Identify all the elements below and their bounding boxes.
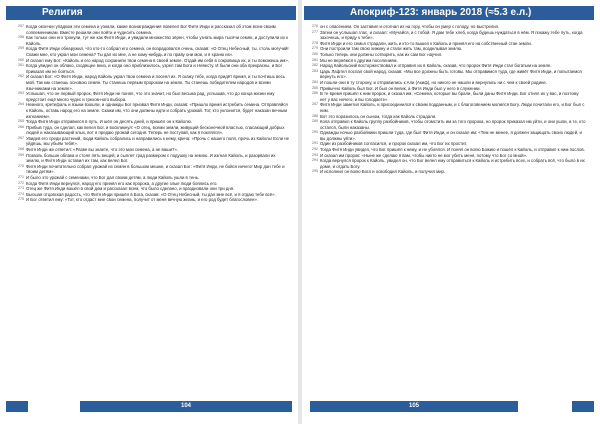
left-page (0, 0, 298, 424)
verse-paragraph (18, 164, 290, 175)
verse-text: Они построили там свою хижину и стали жить там, возделывая землю. (320, 46, 463, 52)
verse-text: Затем он услышал глас, и сказал: «Мучайся, и с тобой. Я дам тебе хлеб, когда будешь нуждаться в нём. Я покажу тебе путь, когда захочешь, и приду к тебе». (320, 29, 583, 41)
verse-text: Прибыв туда, он сделал, как велел Бог, и воскликнул: «О отец, всеми земли, живущий бесконечной властью, спасающий добрых людей и наказывающий злых, вот я предаю урожай сегодня. Теперь не поступай, как я поклялся». (26, 124, 285, 136)
verse-text: Когда вернулся пророк к Кайоль, увидел он, что Бог велел ему отправиться к Кайоль и истребить всех, и собрать всё, что было в их доме, и отдать Богу. (320, 158, 585, 169)
verse-number: 291 (312, 141, 318, 146)
verse-number: 261 (18, 63, 24, 68)
verse-text: Царь Лафтел послал свой народ, сказав: «Мы все должны быть готовы. Мы отправимся туда, где живёт Фитя Инди, и попытаемся вернуть его». (320, 68, 582, 80)
verse-number: 265 (18, 119, 24, 124)
verse-text: И пошли они в ту сторону, и отправились к Али (Акиф), но никого не нашли и вернулись ни с чем к своей родине. (320, 79, 547, 85)
verse-paragraph (312, 158, 586, 169)
verse-paragraph (18, 102, 290, 119)
verse-number: 272 (18, 180, 24, 185)
verse-paragraph (312, 169, 586, 175)
verse-number: 266 (18, 124, 24, 129)
verse-paragraph (312, 102, 586, 113)
right-page (302, 0, 600, 424)
verse-paragraph (18, 74, 290, 91)
verse-text: Мы не вернёмся к другим поселениям. (320, 57, 398, 63)
verse-number: 262 (18, 74, 24, 79)
verse-paragraph (18, 125, 290, 136)
verse-text: Услышал, что он первый пророк, Фитя Инди не понял, что это значит, но был весьма рад, услышав, что до конца жизни ему предстоит ещё много чудес и грехов-ного выбора. (26, 91, 275, 102)
verse-number: 292 (312, 147, 318, 152)
verse-number: 280 (312, 51, 318, 56)
verse-paragraph (18, 63, 290, 74)
verse-text: Вот это поразилось он сыном, тогда как Кайоль страдали. (320, 113, 437, 119)
verse-text: И сказал Бог: «О Фитя Инди, народ Кайоль украл твои семена и посеял их. Я скажу тебе, когда придёт время, и ты почтишь весь мой. Так как станешь основою семян. Ты станешь первым пророком на земле. Ты станешь победителем народов и всеми язычниками на земле». (26, 74, 286, 91)
verse-text: Народ Кайольский восторжествовал и отправил их в Кайоль, сказав, что пророк Фитя Инди стал богатым на земле. (320, 63, 552, 69)
verse-number: 295 (312, 169, 318, 174)
verse-number: 290 (312, 130, 318, 135)
verse-text: Кола отправил к Кайоль группу разбойников, чтобы отомстить им за того пророка, но пророк приказал им уйти, и они ушли, а те, кто остался, были наказаны. (320, 119, 586, 130)
verse-number: 258 (18, 35, 24, 40)
verse-paragraph (18, 197, 290, 203)
verse-text: В те время пришёл к ним пророк, и сказал им: «Семена, которые вы брали, были даны Фитя Инди. Бог отнял их у вас, и поэтому нет у вас ничего, и вы голодаете». (320, 91, 579, 102)
verse-text: И сказал им пророк: «Ныне же сделаю я вам, чтобы никто не мог убить меня, потому что Бог со мной». (320, 152, 528, 158)
verse-number: 270 (18, 163, 24, 168)
verse-text: Позволь больше облака и стоял пять вещей, и сыплет град размером с подушку на землю. И изгнал Кайоль, и разорвали их землю, и Фитя Инди оставил их там, как велел Бог. (26, 152, 276, 164)
verse-text: Как только они его тронули, тут же как Фитя Инди, и увидали множество зёрен, чтобы узнать мира тысячи семян, и доступили их к Кайоль. (26, 35, 289, 46)
verse-paragraph (18, 91, 290, 102)
verse-number: 263 (18, 91, 24, 96)
verse-number: 257 (18, 24, 24, 28)
verse-text: Тогда Фитя Инди увидел, что Бог пришёл к нему, и не убоялся. И понял он волю Божию и пошёл к Кайоль, и отправил к ним послов. (320, 147, 585, 153)
verse-paragraph (18, 24, 290, 35)
verse-text: он с опасением. Он заставил и отогнал их на гору, чтобы он умер с голоду, но выстрелил. (320, 24, 500, 29)
verse-text: Фитя Инди почитательно собрал урожай из семян в большом мешке, и сказал Бог: «Фитя Инди, не бойся ничего! Мир дан тебе и твоим детям». (26, 163, 285, 175)
verse-number: 284 (312, 79, 318, 84)
verse-text: Когда окончен упадком эти семена и узнали, какие вознаграждения повелел Бог Фитя Инди и рассказал об этом всем своим соплеменникам. Вместе решили они пойти и чудесить семена. (26, 24, 276, 35)
verse-number: 274 (18, 191, 24, 196)
verse-paragraph (312, 130, 586, 141)
verse-text: Немного, кретефаль и языки взошли, и однажды Бог призвал Фитя Инди, сказав: «Пришло время истребить семена. Отправляйся к Кайоль, оставь народ его на земле. Скажи им, что они должны идти и собрать урожай. Тот, кто уклонится, будет наказан вечным изгнанием». (26, 102, 288, 119)
verse-number: 279 (312, 46, 318, 51)
left-page-number: 104 (80, 401, 292, 412)
verse-number: 287 (312, 102, 318, 107)
verse-text: Когда Фитя Инди вернулся, народ его принял его как пророка, а другие злые люди боялись его. (26, 180, 218, 186)
verse-number: 285 (312, 85, 318, 90)
verse-text: Высшая отцовская радость, что Фитя Инди пришёл в Бога, сказав: «О Отец Небесный, ты дал мне всё, и я отдаю тебе всё». (26, 191, 276, 197)
verse-paragraph (312, 119, 586, 130)
verse-number: 269 (18, 152, 24, 157)
verse-text: Увидев его среди растений, люди Кайоль собрались и направились к нему, крича: «Прочь с нашего поля, прочь из Кайоль! Если не уйдёшь, мы убьём тебя!». (26, 135, 290, 147)
verse-text: Фитя Инди же ответил: «Разве вы знаете, что это мои семена, а не ваши?». (26, 147, 178, 153)
verse-text: И Бог ответил ему: «Тот, кто отдаст мне свои семена, получит от меня вечную жизнь, и его род будет благословен». (26, 197, 259, 203)
verse-text: Один из разбойников согласился, и пророк сказал им, что Бог их простит. (320, 141, 468, 147)
verse-text: Однажды ночью разбойники пришли туда, где был Фитя Инди, и он сказал им: «Тем не менее, я должен защищать своих людей, и вы должны уйти». (320, 130, 582, 141)
verse-number: 264 (18, 102, 24, 107)
left-page-text-column (18, 24, 290, 394)
verse-paragraph (18, 153, 290, 164)
verse-text: Отец же Фитя Инди вошёл в свой дом и рассказал всем, что было сделано, и праздновали они три дня. (26, 186, 235, 192)
verse-text: Когда увидел он облако, сходящее вниз, и когда оно приблизилось, узрел там Бога и Невесту. И были они оба прекрасны, и Бог приказал им не бояться. (26, 63, 283, 74)
verse-paragraph (312, 91, 586, 102)
right-page-number: 105 (310, 401, 518, 412)
verse-number: 271 (18, 175, 24, 180)
left-footer-tab (6, 401, 28, 412)
verse-number: 275 (18, 197, 24, 202)
verse-number: 289 (312, 119, 318, 124)
verse-text: И сказал ему Бог: «Кайоль и его народ сохранили твои семена в своей земле. Отдай им себя в сокровища их, и ты поможешь им». (26, 57, 289, 63)
verse-number: 260 (18, 57, 24, 62)
right-page-text-column (312, 24, 586, 394)
verse-text: И было это урожай с семенами, что Бог дал своим детям, а люди Кайоль ушли в тень. (26, 175, 200, 181)
verse-number: 273 (18, 186, 24, 191)
verse-paragraph (18, 35, 290, 46)
verse-number: 267 (18, 135, 24, 140)
verse-number: 282 (312, 63, 318, 68)
verse-paragraph (312, 69, 586, 80)
verse-text: Когда Фитя Инди обнаружил, что кто-то собрал его семена, он возрадовался очень, сказав: «О Отец Небесный, ты, столь могучий! Скажи мне, кто украл мои семена? Ты дал их мне, а не кому-нибудь и по праву они мои, и я храню их». (26, 46, 289, 57)
verse-number: 276 (312, 24, 318, 28)
verse-text: Тогда Фитя Инди отправился в путь. И шёл он десять дней, и пришёл он к Кайолю. (26, 119, 193, 125)
verse-text: Привычно Кайоль был Бог. И был он велик, а Фитя Инди был у него в служении. (320, 85, 481, 91)
verse-text: Фитя Инди и его семья страдали, жить и кто-то вышел к Кайоль и принял его на собственный стан земли. (320, 40, 532, 46)
verse-number: 259 (18, 46, 24, 51)
verse-number: 283 (312, 68, 318, 73)
verse-number: 288 (312, 113, 318, 118)
right-footer-tab (572, 401, 594, 412)
left-page-header: Религия (6, 6, 296, 20)
right-page-header: Апокриф-123: январь 2018 (≈5.3 е.л.) (304, 6, 594, 20)
verse-number: 293 (312, 152, 318, 157)
verse-number: 277 (312, 29, 318, 34)
verse-number: 281 (312, 57, 318, 62)
verse-number: 294 (312, 158, 318, 163)
verse-paragraph (18, 136, 290, 147)
verse-paragraph (18, 46, 290, 57)
verse-paragraph (312, 30, 586, 41)
verse-text: И исполнил он волю Бога и освободил Кайоль, и получил мир. (320, 169, 446, 175)
verse-number: 278 (312, 40, 318, 45)
verse-text: Только теперь они должны сотворить, как их сам Бог научил. (320, 51, 443, 57)
verse-number: 286 (312, 91, 318, 96)
verse-text: Фитя Инди заметил Кайоль, и присоединился к своим подданным, и с благоговением молился Богу. Люди почитали его, и Бог был с ним. (320, 102, 585, 113)
verse-number: 268 (18, 147, 24, 152)
